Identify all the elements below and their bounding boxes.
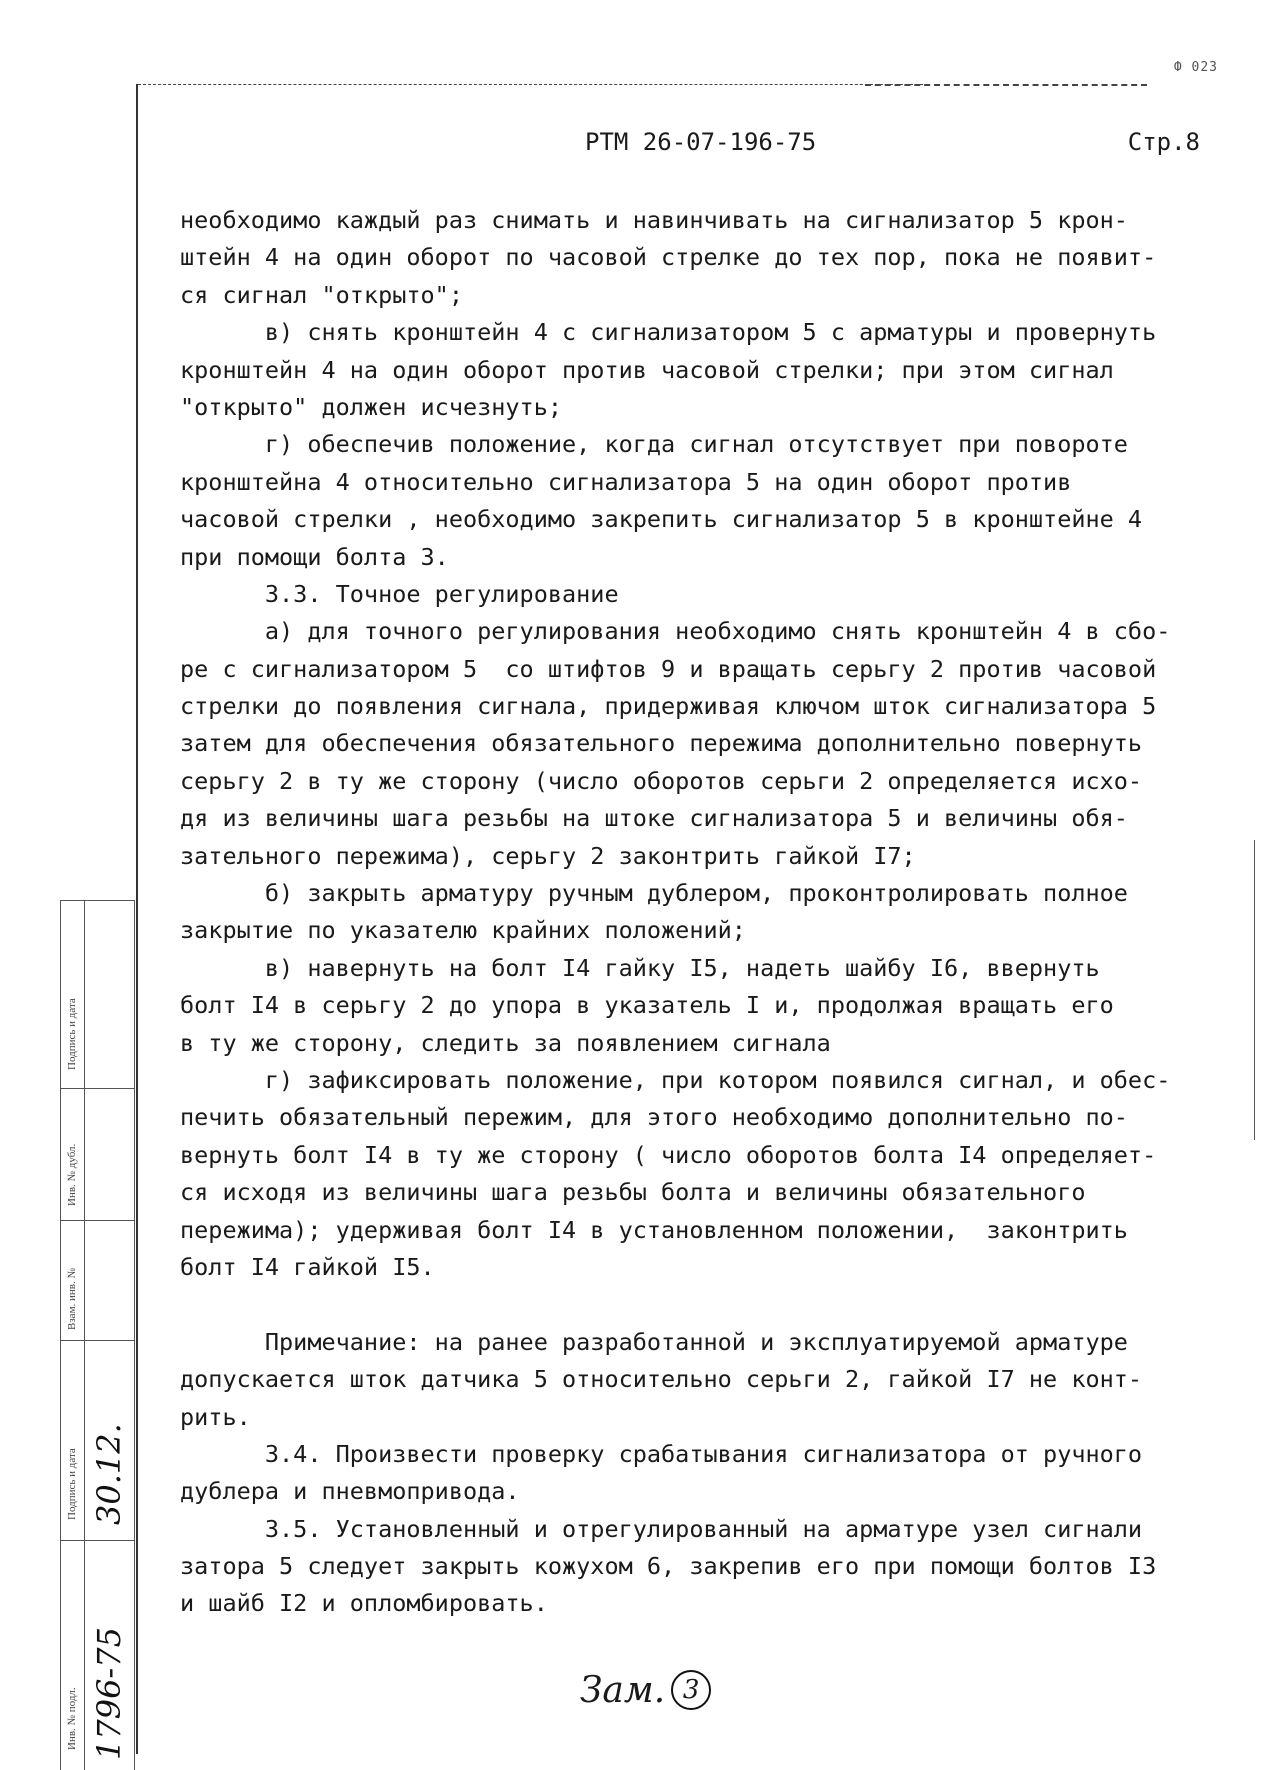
text-line: 3.3. Точное регулирование: [180, 579, 619, 608]
document-code: РТМ 26-07-196-75: [585, 128, 817, 156]
text-line: дублера и пневмопривода.: [180, 1477, 520, 1506]
text-line: кронштейна 4 относительно сигнализатора 5 на один оборот против: [180, 467, 1072, 496]
margin-stamp: [60, 900, 134, 1770]
text-line: [180, 1286, 1250, 1323]
text-line: серьгу 2 в ту же сторону (число оборотов серьги 2 определяется исхо-: [180, 766, 1143, 795]
text-line: "открыто" должен исчезнуть;: [180, 392, 563, 421]
text-line: вернуть болт I4 в ту же сторону ( число оборотов болта I4 определяет-: [180, 1140, 1157, 1169]
stamp-label-sign-date: Подпись и дата: [66, 1448, 78, 1520]
text-line: допускается шток датчика 5 относительно серьги 2, гайкой I7 не конт-: [180, 1365, 1143, 1394]
text-line: ре с сигнализатором 5 со штифтов 9 и вращать серьгу 2 против часовой: [180, 654, 1157, 683]
text-line: в) снять кронштейн 4 с сигнализатором 5 с арматуры и провернуть: [180, 318, 1157, 347]
text-line: зательного пережима), серьгу 2 законтрить гайкой I7;: [180, 841, 916, 870]
change-mark-text: Зам.: [580, 1670, 666, 1711]
top-rule-right: [865, 84, 1147, 86]
page-number: Стр.8: [1127, 128, 1200, 156]
text-line: а) для точного регулирования необходимо снять кронштейн 4 в сбо-: [180, 617, 1171, 646]
text-line: 3.4. Произвести проверку срабатывания сигнализатора от ручного: [180, 1439, 1143, 1468]
text-line: г) обеспечив положение, когда сигнал отсутствует при повороте: [180, 430, 1128, 459]
page-header: [180, 128, 1200, 164]
text-line: ся исходя из величины шага резьбы болта и величины обязательного: [180, 1178, 1086, 1207]
text-line: закрытие по указателю крайних положений;: [180, 916, 746, 945]
text-line: болт I4 в серьгу 2 до упора в указатель I и, продолжая вращать его: [180, 991, 1114, 1020]
text-line: Примечание: на ранее разработанной и эксплуатируемой арматуре: [180, 1327, 1128, 1356]
text-line: пережима); удерживая болт I4 в установленном положении, законтрить: [180, 1215, 1128, 1244]
text-line: и шайб I2 и опломбировать.: [180, 1589, 548, 1618]
stamp-label-orig-inv: Инв. № подл.: [66, 1687, 78, 1750]
form-code: Ф 023: [1173, 60, 1218, 75]
text-line: часовой стрелки , необходимо закрепить сигнализатор 5 в кронштейне 4: [180, 505, 1143, 534]
text-line: при помощи болта 3.: [180, 542, 449, 571]
text-line: штейн 4 на один оборот по часовой стрелке до тех пор, пока не появит-: [180, 243, 1157, 272]
text-line: затора 5 следует закрыть кожухом 6, закрепив его при помощи болтов I3: [180, 1552, 1157, 1581]
stamp-label-dup-inv: Инв. № дубл.: [66, 1143, 78, 1206]
left-margin-line: [136, 84, 138, 1754]
text-line: в ту же сторону, следить за появлением сигнала: [180, 1028, 831, 1057]
text-line: б) закрыть арматуру ручным дублером, проконтролировать полное: [180, 879, 1128, 908]
text-line: в) навернуть на болт I4 гайку I5, надеть шайбу I6, ввернуть: [180, 953, 1100, 982]
text-line: ся сигнал "открыто";: [180, 280, 463, 309]
text-line: кронштейн 4 на один оборот против часовой стрелки; при этом сигнал: [180, 355, 1114, 384]
text-line: г) зафиксировать положение, при котором появился сигнал, и обес-: [180, 1065, 1171, 1094]
text-line: стрелки до появления сигнала, придерживая ключом шток сигнализатора 5: [180, 692, 1157, 721]
text-line: рить.: [180, 1402, 251, 1431]
text-line: затем для обеспечения обязательного пережима дополнительно повернуть: [180, 729, 1143, 758]
change-mark: [580, 1670, 711, 1711]
right-margin-line: [1254, 840, 1255, 1140]
change-number: 3: [671, 1670, 711, 1710]
text-line: болт I4 гайкой I5.: [180, 1252, 435, 1281]
stamp-date-handwritten: 30.12.: [90, 1423, 128, 1525]
stamp-inv-number-handwritten: 1796-75: [90, 1627, 128, 1760]
top-rule: [138, 84, 928, 85]
stamp-label-sign-date-top: Подпись и дата: [66, 998, 78, 1070]
text-line: печить обязательный пережим, для этого необходимо дополнительно по-: [180, 1103, 1128, 1132]
text-line: 3.5. Установленный и отрегулированный на арматуре узел сигнали: [180, 1514, 1143, 1543]
text-line: дя из величины шага резьбы на штоке сигнализатора 5 и величины обя-: [180, 804, 1128, 833]
text-line: необходимо каждый раз снимать и навинчивать на сигнализатор 5 крон-: [180, 206, 1128, 234]
body-text: [180, 202, 1250, 1623]
stamp-label-replace-inv: Взам. инв. №: [66, 1268, 78, 1330]
